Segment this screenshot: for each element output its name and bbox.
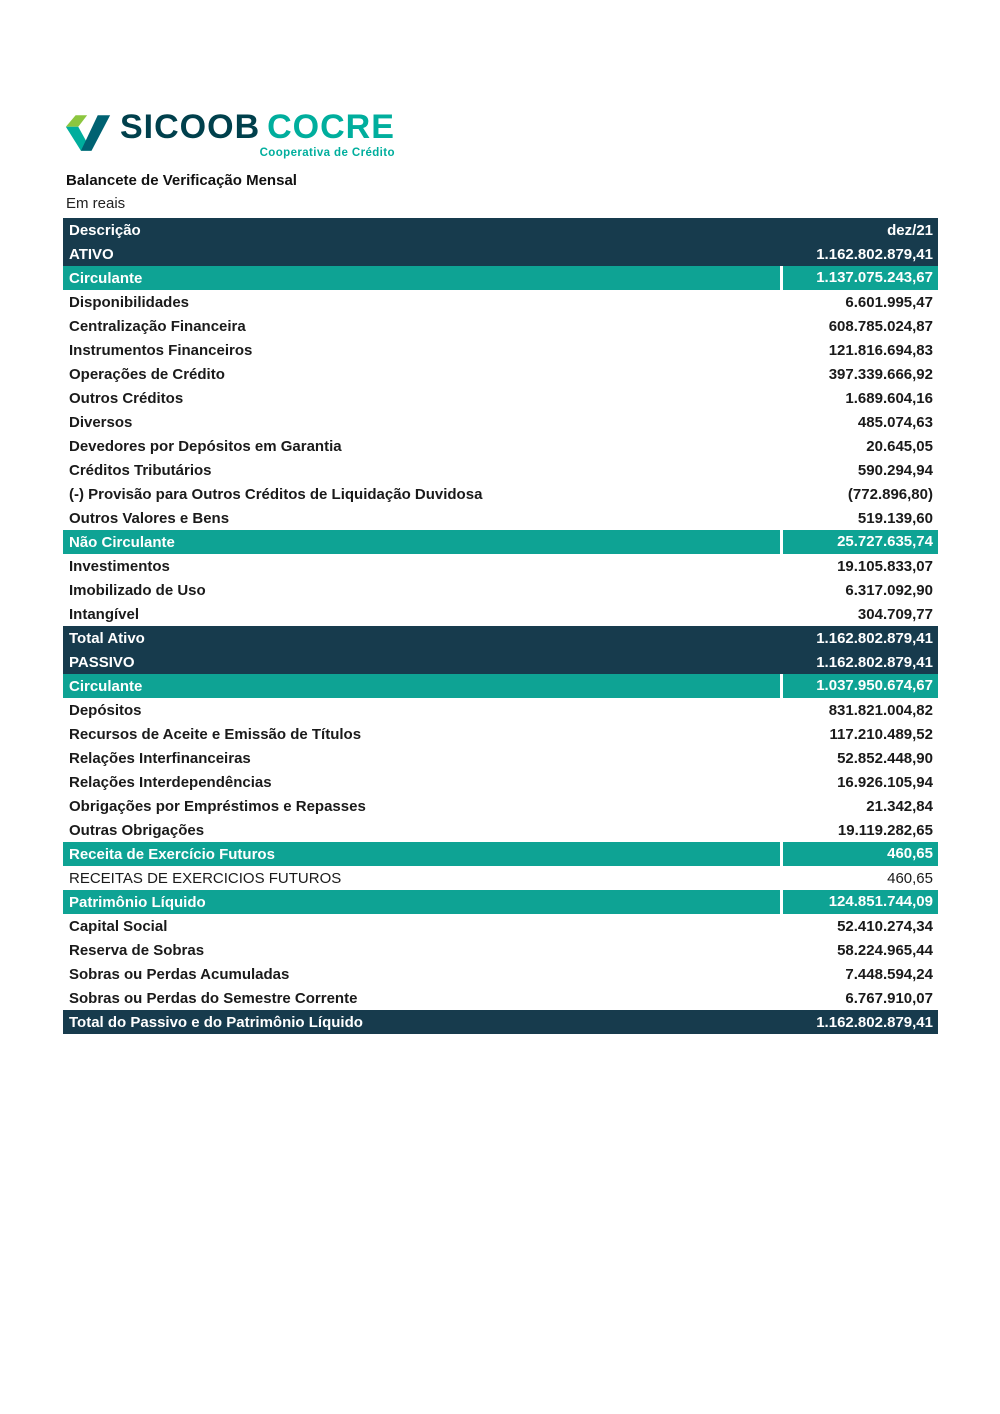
row-label: Sobras ou Perdas do Semestre Corrente [69,989,358,1007]
table-row [63,986,938,1010]
row-value: 7.448.594,24 [845,965,933,983]
sicoob-logo-icon [65,113,111,158]
table-row [63,674,938,698]
table-row [63,362,938,386]
row-label: Depósitos [69,701,142,719]
row-label: Capital Social [69,917,168,935]
table-row [63,746,938,770]
row-label: Circulante [69,269,143,287]
table-row [63,290,938,314]
table-row [63,266,938,290]
table-row [63,602,938,626]
row-label: Patrimônio Líquido [69,893,206,911]
row-value: 1.162.802.879,41 [816,653,933,671]
table-row [63,722,938,746]
row-label: Sobras ou Perdas Acumuladas [69,965,290,983]
row-label: Imobilizado de Uso [69,581,206,599]
sicoob-cocre-logo [65,110,395,159]
row-label: Total Ativo [69,629,145,647]
row-label: Relações Interfinanceiras [69,749,251,767]
table-row [63,626,938,650]
row-label: RECEITAS DE EXERCICIOS FUTUROS [69,869,342,887]
row-value: 1.162.802.879,41 [816,245,933,263]
row-label: Receita de Exercício Futuros [69,845,275,863]
document-title: Balancete de Verificação Mensal [66,172,297,189]
table-row [63,338,938,362]
row-label: Não Circulante [69,533,175,551]
row-value: 519.139,60 [857,509,933,527]
table-row [63,314,938,338]
row-label: Disponibilidades [69,293,190,311]
row-value: 124.851.744,09 [780,890,938,914]
row-label: Reserva de Sobras [69,941,205,959]
row-value: 831.821.004,82 [828,701,933,719]
logo-tagline: Cooperativa de Crédito [259,147,395,159]
row-label: PASSIVO [69,653,135,671]
row-value: 1.037.950.674,67 [780,674,938,698]
table-row [63,530,938,554]
row-value: 397.339.666,92 [828,365,933,383]
row-label: Relações Interdependências [69,773,272,791]
row-label: Obrigações por Empréstimos e Repasses [69,797,366,815]
row-label: Devedores por Depósitos em Garantia [69,437,342,455]
row-value: 16.926.105,94 [837,773,933,791]
table-row [63,1010,938,1034]
table-row [63,962,938,986]
row-label: Outros Créditos [69,389,184,407]
table-row [63,842,938,866]
row-label: Investimentos [69,557,170,575]
table-row [63,890,938,914]
row-value: 6.317.092,90 [845,581,933,599]
table-row [63,482,938,506]
table-row [63,386,938,410]
row-label: ATIVO [69,245,114,263]
row-value: 590.294,94 [857,461,933,479]
row-label: Circulante [69,677,143,695]
row-value: 6.601.995,47 [845,293,933,311]
row-label: Operações de Crédito [69,365,225,383]
table-row [63,866,938,890]
header-description: Descrição [69,221,141,239]
row-label: Centralização Financeira [69,317,246,335]
logo-wordmark [120,110,395,144]
row-value: 19.105.833,07 [837,557,933,575]
row-label: Outras Obrigações [69,821,205,839]
balance-table [63,218,938,1034]
logo-text [120,110,395,159]
row-label: (-) Provisão para Outros Créditos de Liquidação Duvidosa [69,485,483,503]
row-value: 21.342,84 [866,797,933,815]
table-row [63,818,938,842]
row-value: 19.119.282,65 [837,821,933,839]
row-value: 460,65 [887,869,933,887]
table-row [63,434,938,458]
logo-brand-cocre: COCRE [267,108,395,146]
row-value: (772.896,80) [847,485,933,503]
table-row [63,506,938,530]
row-value: 58.224.965,44 [837,941,933,959]
row-value: 485.074,63 [857,413,933,431]
row-value: 52.852.448,90 [837,749,933,767]
row-value: 1.689.604,16 [845,389,933,407]
row-value: 1.162.802.879,41 [816,629,933,647]
row-value: 608.785.024,87 [828,317,933,335]
row-label: Diversos [69,413,133,431]
row-value: 304.709,77 [857,605,933,623]
logo-brand-sicoob: SICOOB [120,108,261,146]
row-value: 25.727.635,74 [780,530,938,554]
table-row [63,794,938,818]
row-value: 20.645,05 [866,437,933,455]
table-row [63,410,938,434]
row-value: 1.137.075.243,67 [780,266,938,290]
table-row [63,770,938,794]
row-label: Recursos de Aceite e Emissão de Títulos [69,725,362,743]
table-row [63,458,938,482]
row-label: Créditos Tributários [69,461,212,479]
document-page [63,0,938,1414]
row-value: 460,65 [780,842,938,866]
table-row [63,914,938,938]
header-period: dez/21 [887,221,933,239]
table-row [63,938,938,962]
row-label: Total do Passivo e do Patrimônio Líquido [69,1013,363,1031]
row-label: Intangível [69,605,140,623]
table-row [63,578,938,602]
table-row [63,554,938,578]
row-label: Outros Valores e Bens [69,509,230,527]
table-row [63,242,938,266]
table-row [63,698,938,722]
row-value: 121.816.694,83 [828,341,933,359]
table-row [63,650,938,674]
row-value: 1.162.802.879,41 [816,1013,933,1031]
row-value: 52.410.274,34 [837,917,933,935]
document-subtitle: Em reais [66,195,126,212]
row-label: Instrumentos Financeiros [69,341,253,359]
balance-table-body [63,242,938,1034]
table-header-row [63,218,938,242]
row-value: 6.767.910,07 [845,989,933,1007]
row-value: 117.210.489,52 [829,725,933,743]
